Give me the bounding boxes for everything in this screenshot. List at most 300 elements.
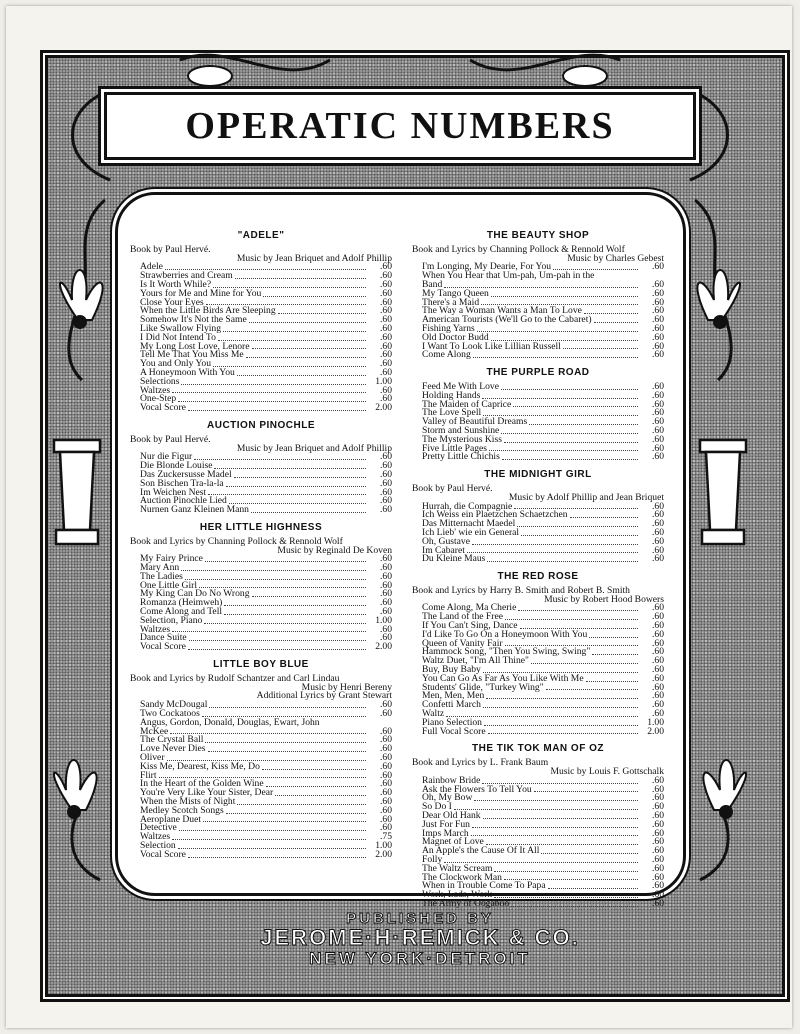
dot-leader [467,552,638,553]
show-credit: Book and Lyrics by Channing Pollock & Rennold Wolf [130,535,343,547]
dot-leader [518,610,638,611]
dot-leader [237,804,366,805]
song-price: .60 [380,340,392,352]
song-row [412,847,664,856]
song-title: Ask the Flowers To Tell You [422,783,532,795]
song-price: .60 [652,646,664,658]
lily-left-icon [60,270,103,328]
song-title: Flirt [140,769,157,781]
song-price: .60 [652,655,664,667]
publisher-name: JEROME·H·REMICK & CO. [260,925,580,950]
dot-leader [484,725,638,726]
song-title: Vocal Score [140,402,186,414]
song-title: Five Little Pages [422,442,488,454]
song-price: .60 [652,526,664,538]
dot-leader [246,357,366,358]
song-title: The Ladies [140,570,183,582]
song-price: .60 [380,504,392,516]
song-title: Sandy McDougal [140,699,208,711]
dot-leader [546,689,638,690]
dot-leader [223,331,366,332]
song-title: So Do I [422,801,452,813]
dot-leader [188,410,366,411]
dot-leader [531,663,638,664]
published-by-text: PUBLISHED BY [346,910,494,927]
dot-leader [252,348,366,349]
song-title: The Waltz Scream [422,862,493,874]
song-title: An Apple's the Cause Of It All [422,845,540,857]
song-price: .60 [380,804,392,816]
song-price: .60 [652,500,664,512]
song-list [130,263,392,413]
section-gap [412,462,664,469]
dot-leader [517,526,638,527]
song-price: 1.00 [647,716,664,728]
song-price: .60 [652,783,664,795]
show-credit: Music by Charles Gebest [567,252,664,264]
song-title: Valley of Beautiful Dreams [422,416,528,428]
song-title: You're Very Like Your Sister, Dear [140,787,274,799]
song-title: American Tourists (We'll Go to the Cabaret) [422,314,592,326]
dot-leader [226,813,366,814]
song-title: Hammock Song, "Then You Swing, Swing" [422,646,591,658]
dot-leader [454,809,638,810]
song-title: Vocal Score [140,848,186,860]
song-price: .60 [380,468,392,480]
song-price: .60 [652,331,664,343]
song-row [130,404,392,413]
dot-leader [491,296,638,297]
song-title: The Mysterious Kiss [422,433,502,445]
song-title: Oh, Gustave [422,535,470,547]
song-price: .60 [652,261,664,273]
song-price: .60 [652,801,664,813]
song-title: When in Trouble Come To Papa [422,880,546,892]
song-price: .60 [380,588,392,600]
song-price: .60 [652,611,664,623]
song-title: Das Zuckersusse Madel [140,468,232,480]
song-row [412,453,664,462]
song-title: Love Never Dies [140,743,206,755]
dot-leader [584,313,638,314]
song-price: .60 [380,760,392,772]
song-title: Vocal Score [140,641,186,653]
song-title: Magnet of Love [422,836,484,848]
song-price: .60 [380,477,392,489]
song-price: .60 [380,322,392,334]
song-price: .60 [380,331,392,343]
show-credit: Book and Lyrics by L. Frank Baum [412,757,549,769]
song-price: .60 [380,813,392,825]
dot-leader [563,348,638,349]
song-price: .60 [380,570,392,582]
song-price: .60 [380,822,392,834]
dot-leader [224,614,366,615]
song-title: The Land of the Free [422,611,503,623]
song-title: Strawberries and Cream [140,270,233,282]
song-title: Tell Me That You Miss Me [140,349,244,361]
dot-leader [529,424,638,425]
show-credit: Book and Lyrics by Rudolf Schantzer and Carl Lindau [130,672,340,684]
song-title: Full Vocal Score [422,725,486,737]
song-price: .60 [652,340,664,352]
song-price: .60 [652,398,664,410]
song-title: Storm and Sunshine [422,424,500,436]
dot-leader [181,384,366,385]
song-price: .60 [380,261,392,273]
dot-leader [252,596,367,597]
show-credit: Book by Paul Hervé. [412,482,493,494]
dot-leader [586,681,638,682]
song-price: .60 [652,322,664,334]
dot-leader [205,742,366,743]
lily-bottom-left-icon [54,760,97,818]
song-price: .60 [380,632,392,644]
song-price: .60 [652,854,664,865]
show-credit: Music by Robert Hood Bowers [544,593,664,605]
song-title: Ich Weiss ein Plaetzchen Schaetzchen [422,509,568,521]
song-list [130,453,392,515]
lily-bottom-right-icon [703,760,746,818]
song-price: .60 [380,796,392,808]
dot-leader [179,830,366,831]
song-price: .60 [652,553,664,565]
song-price: 1.00 [375,840,392,851]
song-price: 1.00 [375,375,392,387]
dot-leader [178,401,366,402]
section-gap [412,564,664,571]
song-row [130,848,392,860]
song-price: .60 [380,278,392,290]
song-title: One Little Girl [140,579,198,591]
song-title: My Long Lost Love, Lenore [140,340,250,352]
song-price: .60 [652,672,664,684]
show-credit: Music by Louis F. Gottschalk [550,766,664,778]
show-credit: Music by Henri Bereny [301,681,392,693]
dot-leader [188,857,366,858]
song-title: Dance Suite [140,632,187,644]
song-row [130,760,392,772]
song-title: I Did Not Intend To [140,331,216,343]
song-price: .75 [380,831,392,843]
song-title: Work, Lads, Work [422,889,493,901]
dot-leader [172,839,366,840]
show-credit: Book by Paul Hervé. [130,433,211,445]
song-price: .60 [380,393,392,405]
song-price: .60 [380,778,392,790]
dot-leader [487,561,638,562]
dot-leader [570,517,638,518]
song-price: .60 [380,769,392,781]
dot-leader [472,544,638,545]
song-title: Du Kleine Maus [422,553,486,565]
song-price: .60 [380,486,392,498]
dot-leader [477,331,638,332]
song-price: .60 [652,389,664,401]
show-credit: Book and Lyrics by Harry B. Smith and Robert B. Smith [412,584,630,596]
song-price: .60 [652,862,664,874]
song-title: Come Along, Ma Cherie [422,602,517,614]
song-price: .60 [652,278,664,290]
dot-leader [594,322,638,323]
song-price: .60 [380,606,392,618]
song-title: Men, Men, Men [422,690,485,702]
song-title: When You Hear that Um-pah, Um-pah in the [422,270,595,282]
song-title: Rainbow Bride [422,774,481,786]
song-price: .60 [652,433,664,445]
publisher-footer [220,910,620,969]
song-title: Medley Scotch Songs [140,804,224,816]
song-title: My Tango Queen [422,287,489,299]
song-price: .60 [652,380,664,392]
vase-left-icon [54,440,100,544]
song-title: Is It Worth While? [140,278,212,290]
song-title: Waltz [422,708,445,720]
dot-leader [249,322,366,323]
dot-leader [172,631,366,632]
song-title: Romanza (Heimweh) [140,597,223,609]
dot-leader [213,366,366,367]
dot-leader [513,406,638,407]
show-credit: Additional Lyrics by Grant Stewart [256,690,392,702]
dot-leader [275,795,366,796]
song-title: Like Swallow Flying [140,322,222,334]
song-price: .60 [652,544,664,556]
song-price: .60 [380,384,392,396]
dot-leader [521,535,638,536]
dot-leader [548,888,638,889]
dot-leader [589,637,638,638]
song-title: Selection, Piano [140,614,203,626]
dot-leader [278,313,366,314]
show-credit: Music by Adolf Phillip and Jean Briquet [508,491,664,503]
song-price: .60 [652,314,664,326]
dot-leader [505,619,638,620]
dot-leader [189,640,366,641]
dot-leader [208,494,366,495]
dot-leader [205,561,366,562]
song-price: .60 [652,442,664,454]
song-price: .60 [380,708,392,720]
vase-right-icon [700,440,746,544]
song-price: .60 [652,845,664,857]
lily-right-icon [697,270,740,328]
song-row [412,351,664,360]
song-title: McKee [140,725,169,737]
dot-leader [234,477,366,478]
song-price: .60 [380,597,392,609]
dot-leader [502,459,638,460]
song-price: 1.00 [375,614,392,626]
song-price: .60 [380,314,392,326]
page-title: OPERATIC NUMBERS [185,105,615,147]
song-price: .60 [652,827,664,839]
show-credit: Book and Lyrics by Channing Pollock & Rennold Wolf [412,243,625,255]
song-price: .60 [652,880,664,892]
song-title: I Want To Look Like Lillian Russell [422,340,561,352]
song-price: .60 [380,451,392,463]
show-title: THE TIK TOK MAN OF OZ [472,743,604,755]
song-title: Im Cabaret [422,544,465,556]
dot-leader [194,459,366,460]
song-title: Old Doctor Budd [422,331,489,343]
section-gap [130,515,392,522]
song-title: Come Along and Tell [140,606,223,618]
song-title: Holding Hands [422,389,481,401]
song-price: .60 [380,270,392,282]
song-title: Pretty Little Chichis [422,451,500,463]
song-title: Selection [140,840,176,851]
song-price: .60 [652,774,664,786]
dot-leader [203,821,366,822]
song-title: Mary Ann [140,562,180,574]
song-price: .60 [652,792,664,804]
song-price: .60 [380,579,392,591]
song-title: Dear Old Hank [422,810,481,822]
song-price: .60 [380,787,392,799]
song-list [412,263,664,360]
bud-top-icon [188,66,607,86]
song-title: The Love Spell [422,407,482,419]
song-price: .60 [380,495,392,507]
show-title: THE MIDNIGHT GIRL [484,469,592,481]
song-title: Band [422,278,443,290]
song-title: Folly [422,854,443,865]
song-price: .60 [652,889,664,901]
dot-leader [181,570,366,571]
song-price: 2.00 [375,641,392,653]
song-title: Come Along [422,349,471,361]
section-gap [130,652,392,659]
dot-leader [178,848,366,849]
song-title: Hurrah, die Compagnie [422,500,513,512]
song-title: Nurnen Ganz Kleinen Mann [140,504,249,516]
dot-leader [592,654,638,655]
show-credit: Music by Jean Briquet and Adolf Phillip [236,442,392,454]
song-price: .60 [380,460,392,472]
song-title: My King Can Do No Wrong [140,588,250,600]
song-price: .60 [652,451,664,463]
song-price: .60 [652,637,664,649]
dot-leader [235,278,366,279]
song-price: .60 [652,602,664,614]
dot-leader [237,375,366,376]
song-list [130,701,392,859]
dot-leader [489,450,638,451]
song-price: .60 [380,296,392,308]
song-list [412,604,664,736]
song-price: .60 [652,509,664,521]
song-title: Die Blonde Louise [140,460,213,472]
song-title: Waltzes [140,831,171,843]
section-gap [412,736,664,743]
dot-leader [494,871,638,872]
song-price: .60 [652,407,664,419]
song-title: Adele [140,261,163,273]
left-column [130,230,392,860]
song-title: Students' Glide, "Turkey Wing" [422,681,544,693]
song-title: Son Bischen Tra-la-la [140,477,224,489]
show-credit: Music by Jean Briquet and Adolf Phillip [236,252,392,264]
dot-leader [541,853,638,854]
song-title: Fishing Yarns [422,322,475,334]
song-title: One-Step [140,393,177,405]
song-title: The Way a Woman Wants a Man To Love [422,305,582,317]
dot-leader [229,503,366,504]
song-price: .60 [652,535,664,547]
song-title: Just For Fun [422,818,470,830]
song-title: I'd Like To Go On a Honeymoon With You [422,628,588,640]
show-title: "ADELE" [237,230,285,241]
song-price: .60 [380,553,392,565]
dot-leader [488,733,638,734]
song-row [130,745,392,754]
song-price: .60 [380,743,392,755]
dot-leader [471,835,638,836]
song-title: Imps March [422,827,469,839]
song-title: A Honeymoon With You [140,366,235,378]
dot-leader [263,296,366,297]
song-price: .60 [652,897,664,909]
song-title: Nur die Figur [140,451,193,463]
song-price: .60 [652,518,664,530]
dot-leader [511,906,638,907]
song-title: Ich Lieb' wie ein General [422,526,520,538]
song-price: .60 [380,734,392,746]
dot-leader [209,707,366,708]
song-title: The Crystal Ball [140,734,204,746]
song-list [412,774,664,909]
song-price: .60 [380,358,392,370]
song-row [130,716,392,728]
section-gap [412,360,664,367]
song-list [412,500,664,565]
song-price: .60 [380,752,392,764]
song-price: .60 [380,305,392,317]
song-price: .60 [652,664,664,676]
section-gap [130,413,392,420]
dot-leader [534,791,638,792]
song-price: .60 [652,699,664,711]
song-title: The Army of Oogaboo [422,897,510,909]
song-price: .60 [380,623,392,635]
song-price: .60 [652,810,664,822]
song-title: Close Your Eyes [140,296,204,308]
dot-leader [226,486,366,487]
song-title: Angus, Gordon, Donald, Douglas, Ewart, John [140,716,320,728]
song-list [412,380,664,463]
song-title: When the Little Birds Are Sleeping [140,305,276,317]
song-price: .60 [652,305,664,317]
song-price: 2.00 [375,848,392,860]
song-row [130,643,392,652]
song-title: You and Only You [140,358,212,370]
song-title: Waltz Duet, "I'm All Thine" [422,655,529,667]
song-title: Detective [140,822,177,834]
dot-leader [185,579,366,580]
song-price: .60 [652,296,664,308]
song-title: If You Can't Sing, Dance [422,620,518,632]
song-price: .60 [380,287,392,299]
song-row [412,555,664,564]
song-title: Oliver [140,752,165,764]
song-title: Im Weichen Nest [140,486,207,498]
song-title: Buy, Buy Baby [422,664,481,676]
title-banner [104,92,696,160]
dot-leader [473,357,638,358]
dot-leader [188,649,366,650]
song-price: .60 [652,424,664,436]
